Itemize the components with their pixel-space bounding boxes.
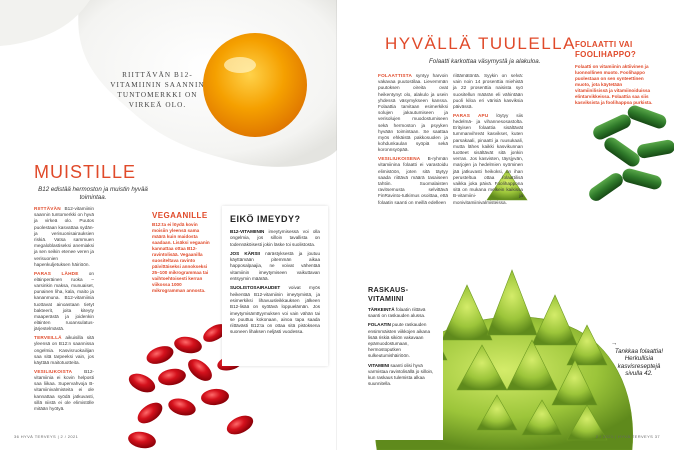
box-title: EIKÖ IMEYDY?: [230, 214, 301, 224]
raskausvitamiini-box: [363, 280, 443, 440]
eiko-imeydy-box: [222, 206, 328, 366]
sidebar-title: FOLAATTI VAI FOOLIHAPPO?: [575, 40, 637, 59]
section-subtitle-muistille: B12 edistää hermoston ja muistin hyvää toimintaa.: [38, 186, 148, 201]
paragraph-text: on eläinperäinen ruoka – varsinkin maksa, munuaiset, punainen liha, kala, maito ja kananmuna. B12-vitamiinia tuottavat ainoastaan tietyt bakteerit, joita kiteyty maaperästä ja joidenkin eläinten ruoansulatus-järjestelmästä.: [34, 270, 94, 332]
lead-in: B12-VITAMIININ: [230, 229, 265, 234]
paragraph-text: syntyy harvoin vakavaa puutostilaa. Lievemmän puutoksen oireita ovat heikentynyt olo, alakulo ja usein yhdessä väsymykseen kanssa. Folaattia tarvitaan esimerkiksi solujen jakautumiseen ja verisolujen muodostumiseen sekä hermoston ja psyyken hyvään toimintaan. Se saattaa myös ehkäistä pakkosuolen ja kohdunkaulan syöpiä sekä koronnsyöpää.: [378, 73, 448, 153]
vegaanille-body: B12:ta ei löydä kovin moisiin yleensä sama määrä kuin maidosta saadaan. Lisäksi vegaanin kannattaa ottaa B12-ravintolisää. Vegaanilla suositeltava ravinto päivittäiseksi annokseksi 25–100 mikrogrammaa tai vaihtoehtoisesti kerran viikossa 1000 mikrogramman annosta.: [152, 222, 210, 293]
page-folio-right: 2 / 2021 | HYVÄ TERVEYS 37: [595, 434, 660, 439]
section-subtitle: Folaatti karkottaa väsymystä ja alakuloa.: [429, 58, 541, 65]
paragraph: [34, 271, 94, 333]
body-column-1: [378, 73, 448, 208]
paragraph: [368, 363, 438, 388]
paragraph-text: B12-vitamiinia ei kovin helposti saa liikaa. Supervahvoja B-vitamiinivalmisteita ei ole kannattaa syödä jatkuvasti, sillä niistä ei ole elimistölle mitään hyötyä.: [34, 368, 94, 412]
sidebar-body: Folaatti on vitamiinin aktiivinen ja luonnollinen muoto. Foolihappo puolestaan on sen synteettinen muoto, jota käytetään vitamiinilisissä ja vitamiinoiduissa elintarvikkeissa. Folaattia saa siis kasviksista ja foolihappoa purkista.: [575, 64, 653, 105]
section-title-hyvalla-tuulella: HYVÄLLÄ TUULELLA: [385, 34, 576, 53]
lead-in: RIITTÄVÄN: [34, 206, 61, 211]
lead-in: JOS KÄRSII: [230, 250, 260, 256]
paragraph-text: riittämätöntä. Syykin on selvä: vain noin 14 prosenttia miehistä ja 22 prosenttia naisista syö suositellun määrän eli vähintään puoli kiloa eri värisiä kasviksia päivässä.: [453, 73, 523, 110]
paragraph: [34, 369, 94, 412]
box-body: [368, 307, 438, 387]
paragraph: [230, 285, 320, 335]
paragraph: [378, 156, 448, 206]
arrow-right-icon: →: [611, 340, 618, 347]
box-body: [230, 229, 320, 336]
paragraph: [230, 229, 320, 248]
paragraph: [378, 73, 448, 154]
pull-quote: RIITTÄVÄN B12-VITAMIININ SAANNIN TUNTOMERKKI ON VIRKEÄ OLO.: [110, 71, 205, 109]
recipe-reference-note: [609, 340, 669, 378]
paragraph: [34, 206, 94, 268]
page-folio-left: 36 HYVÄ TERVEYS | 2 / 2021: [14, 434, 79, 439]
paragraph-text: B12-vitamiinin saannin tuntomerkki on hyvä ja virkeä olo. Puutos puolestaan kasvattaa sydän- ja verisuonisairauksien riskiä. Vatsa sammuen megaloblastiseksi anemiaksi ja sen seikin etenee veren ja verisuonien hapenkuljetuksen häiriöön.: [34, 206, 94, 267]
paragraph-text: folaatin riittävä saanti on raskauden alussa.: [368, 307, 426, 319]
lead-in: VESILIUKOISENA: [378, 156, 421, 162]
paragraph: [368, 322, 438, 359]
lead-in: TÄRKEINTÄ: [368, 307, 395, 312]
paragraph-text: puute raskauden ensimmäisten viikkojen aikana lisää riskiä sikiön vakavaan epämuodostumaan, hermostoputken sulkeutumishäiriöön.: [368, 322, 431, 359]
vegaanille-title: VEGAANILLE: [152, 211, 208, 220]
lead-in: PARAS LÄHDE: [34, 270, 79, 276]
lead-in: VESILIUKOISTA: [34, 368, 73, 374]
note-text: Tankkaa folaattia! Herkullisia kasvisreseptejä sivulla 42.: [614, 347, 664, 378]
paragraph: [34, 335, 94, 366]
paragraph-text: löytyy siis hedelmä- ja vihannesosastolta. Erityisen folaattia sisältävät tummanvihreät kasvikset, kuten parsakaali, pinaatti ja ruusukaali, mutta lähes kaikki kasvikunnan tuotteet sisältävät sitä jonkin verran. Jos kasvisten, täysjyvän, marjojen ja hedelmien syöminen jää jatkuvasti heikoksi, on ihan perusteltua ottaa folaattilisä vaikka joka päivä. Foolihappona sitä on mukana melkein kaikissa B-vitamiini- ja monivitamiinivalmisteissa.: [453, 112, 524, 205]
section-title-muistille: MUISTILLE: [34, 162, 137, 182]
paragraph: [368, 307, 438, 319]
lead-in: TERVEILLÄ: [34, 335, 62, 341]
paragraph-text: B-ryhmän vitamiinina folaatti ei varastoidu elimistöön, joten sitä täytyy saada riittävä määrä tasaiseen tahtiin. Suomalaisten ravitsemusta selvittävä FinRavinto-tutkimus osoittaa, että folaatin saanti on meillä edelleen: [378, 156, 448, 205]
paragraph-text: imeytymisessä voi olla ongelmia, jos silloin tavallista on todennäköisesti jokin läske toi suolistosta.: [230, 229, 320, 247]
green-capsules-image: [532, 100, 674, 210]
paragraph-text: närästyksestä ja joutuu käyttämään pitemmän aikaa happosalpaajia, ne voivat vähentää vitamiinin imeytymiseen vaikuttavan entsyymin määrää.: [230, 250, 320, 282]
lead-in: PARAS APU: [453, 112, 489, 118]
paragraph-text: aikuisilla sitä yleensä on B12:n saannissa ongelmia. Kasvisruokailijan saa sitä tarpeeksi vain, jos käyttää maitotuotteita.: [34, 335, 94, 366]
muistille-body-column: [34, 206, 94, 415]
box-title: RASKAUS-VITAMIINI: [368, 285, 409, 303]
folaatti-sidebar: [575, 40, 653, 106]
lead-in: FOLAATIN: [368, 322, 391, 328]
body-column-2: [453, 73, 523, 208]
lead-in: FOLAATTISTA: [378, 73, 413, 78]
lead-in: VITAMIINI: [368, 362, 390, 368]
paragraph: [230, 251, 320, 282]
lead-in: SUOLISTOSAIRAUDET: [230, 285, 281, 291]
right-page: [337, 0, 674, 450]
paragraph-text: saanti olisi hyvä varmistaa ravintolisällä jo silloin, kun raskaus tulemista alkaa suunnitella.: [368, 362, 434, 387]
paragraph-text: voivat myös heikentää B12-vitamiinin imeytymistä, ja esimerkiksi lihavuusleikkauksen jälkeen B12-lisää on syötävä loppuelämän. Jos imeytymisämttyymuksen voi vain vähän tai se puuttuu kokonaan, ainoa tapa saada riittävästi B12:ta on ottaa sitä pistoksena suoneen lihaksen neljästi vuodessa.: [230, 285, 320, 335]
paragraph: [453, 113, 523, 206]
